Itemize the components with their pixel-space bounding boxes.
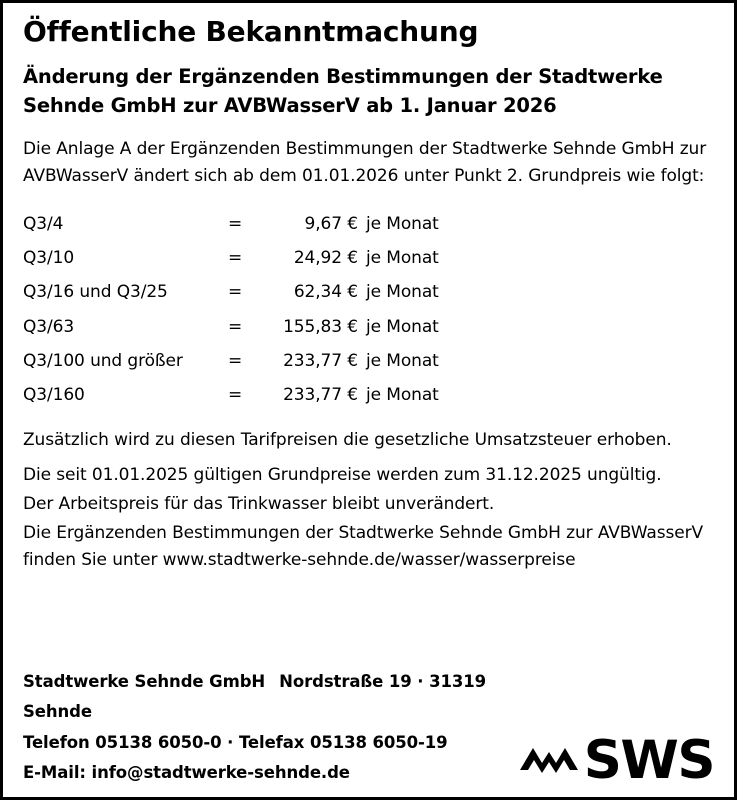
table-row bbox=[23, 207, 714, 241]
price-row-unit: je Monat bbox=[366, 351, 439, 372]
footer-phone-line: Telefon 05138 6050-0 · Telefax 05138 6050-19 bbox=[23, 732, 448, 752]
footer-company: Stadtwerke Sehnde GmbH bbox=[23, 671, 266, 691]
notice-subtitle: Änderung der Ergänzenden Bestimmungen der Stadtwerke Sehnde GmbH zur AVBWasserV ab 1. Januar 2026 bbox=[23, 64, 663, 118]
footer-address: Nordstraße 19 · 31319 Sehnde bbox=[23, 671, 487, 722]
paragraph-working-price: Der Arbeitspreis für das Trinkwasser bleibt unverändert. bbox=[23, 494, 495, 515]
price-row-value: 24,92 € bbox=[293, 248, 358, 269]
price-row-equals: = bbox=[228, 248, 243, 269]
wave-logo-icon bbox=[518, 739, 580, 783]
table-row bbox=[23, 241, 714, 275]
price-row-label: Q3/10 bbox=[23, 248, 75, 269]
footer-email-line[interactable]: E-Mail: info@stadtwerke-sehnde.de bbox=[23, 763, 350, 783]
price-row-unit: je Monat bbox=[366, 316, 439, 337]
price-row-equals: = bbox=[228, 351, 243, 372]
footer bbox=[23, 667, 714, 792]
price-row-value: 155,83 € bbox=[283, 316, 358, 337]
paragraph-vat: Zusätzlich wird zu diesen Tarifpreisen die gesetzliche Umsatzsteuer erhoben. bbox=[23, 429, 672, 450]
company-logo bbox=[518, 730, 714, 792]
price-table bbox=[23, 207, 714, 413]
price-row-label: Q3/16 und Q3/25 bbox=[23, 282, 168, 303]
price-row-value: 62,34 € bbox=[293, 282, 358, 303]
price-row-equals: = bbox=[228, 213, 243, 234]
table-row bbox=[23, 275, 714, 309]
paragraph-reference-link: Die Ergänzenden Bestimmungen der Stadtwerke Sehnde GmbH zur AVBWasserV finden Sie unter www.stadtwerke-sehnde.de/wasser/wasserpreise bbox=[23, 523, 703, 571]
price-row-value: 233,77 € bbox=[283, 385, 358, 406]
price-row-value: 233,77 € bbox=[283, 351, 358, 372]
price-row-label: Q3/63 bbox=[23, 316, 75, 337]
price-row-equals: = bbox=[228, 385, 243, 406]
price-row-equals: = bbox=[228, 316, 243, 337]
logo-text: SWS bbox=[583, 730, 714, 792]
table-row bbox=[23, 344, 714, 378]
price-row-label: Q3/100 und größer bbox=[23, 351, 183, 372]
price-row-unit: je Monat bbox=[366, 213, 439, 234]
intro-paragraph: Die Anlage A der Ergänzenden Bestimmungen der Stadtwerke Sehnde GmbH zur AVBWasserV ändert sich ab dem 01.01.2026 unter Punkt 2. Grundpreis wie folgt: bbox=[23, 139, 707, 187]
footer-company-line bbox=[23, 667, 518, 728]
table-row bbox=[23, 378, 714, 412]
footer-contact-block bbox=[23, 667, 518, 789]
price-row-label: Q3/4 bbox=[23, 213, 64, 234]
price-row-value: 9,67 € bbox=[304, 213, 358, 234]
page-title: Öffentliche Bekanntmachung bbox=[23, 15, 479, 48]
table-row bbox=[23, 310, 714, 344]
price-row-unit: je Monat bbox=[366, 385, 439, 406]
price-row-label: Q3/160 bbox=[23, 385, 85, 406]
price-row-unit: je Monat bbox=[366, 282, 439, 303]
price-row-equals: = bbox=[228, 282, 243, 303]
price-row-unit: je Monat bbox=[366, 248, 439, 269]
paragraph-old-prices: Die seit 01.01.2025 gültigen Grundpreise werden zum 31.12.2025 ungültig. bbox=[23, 464, 662, 485]
